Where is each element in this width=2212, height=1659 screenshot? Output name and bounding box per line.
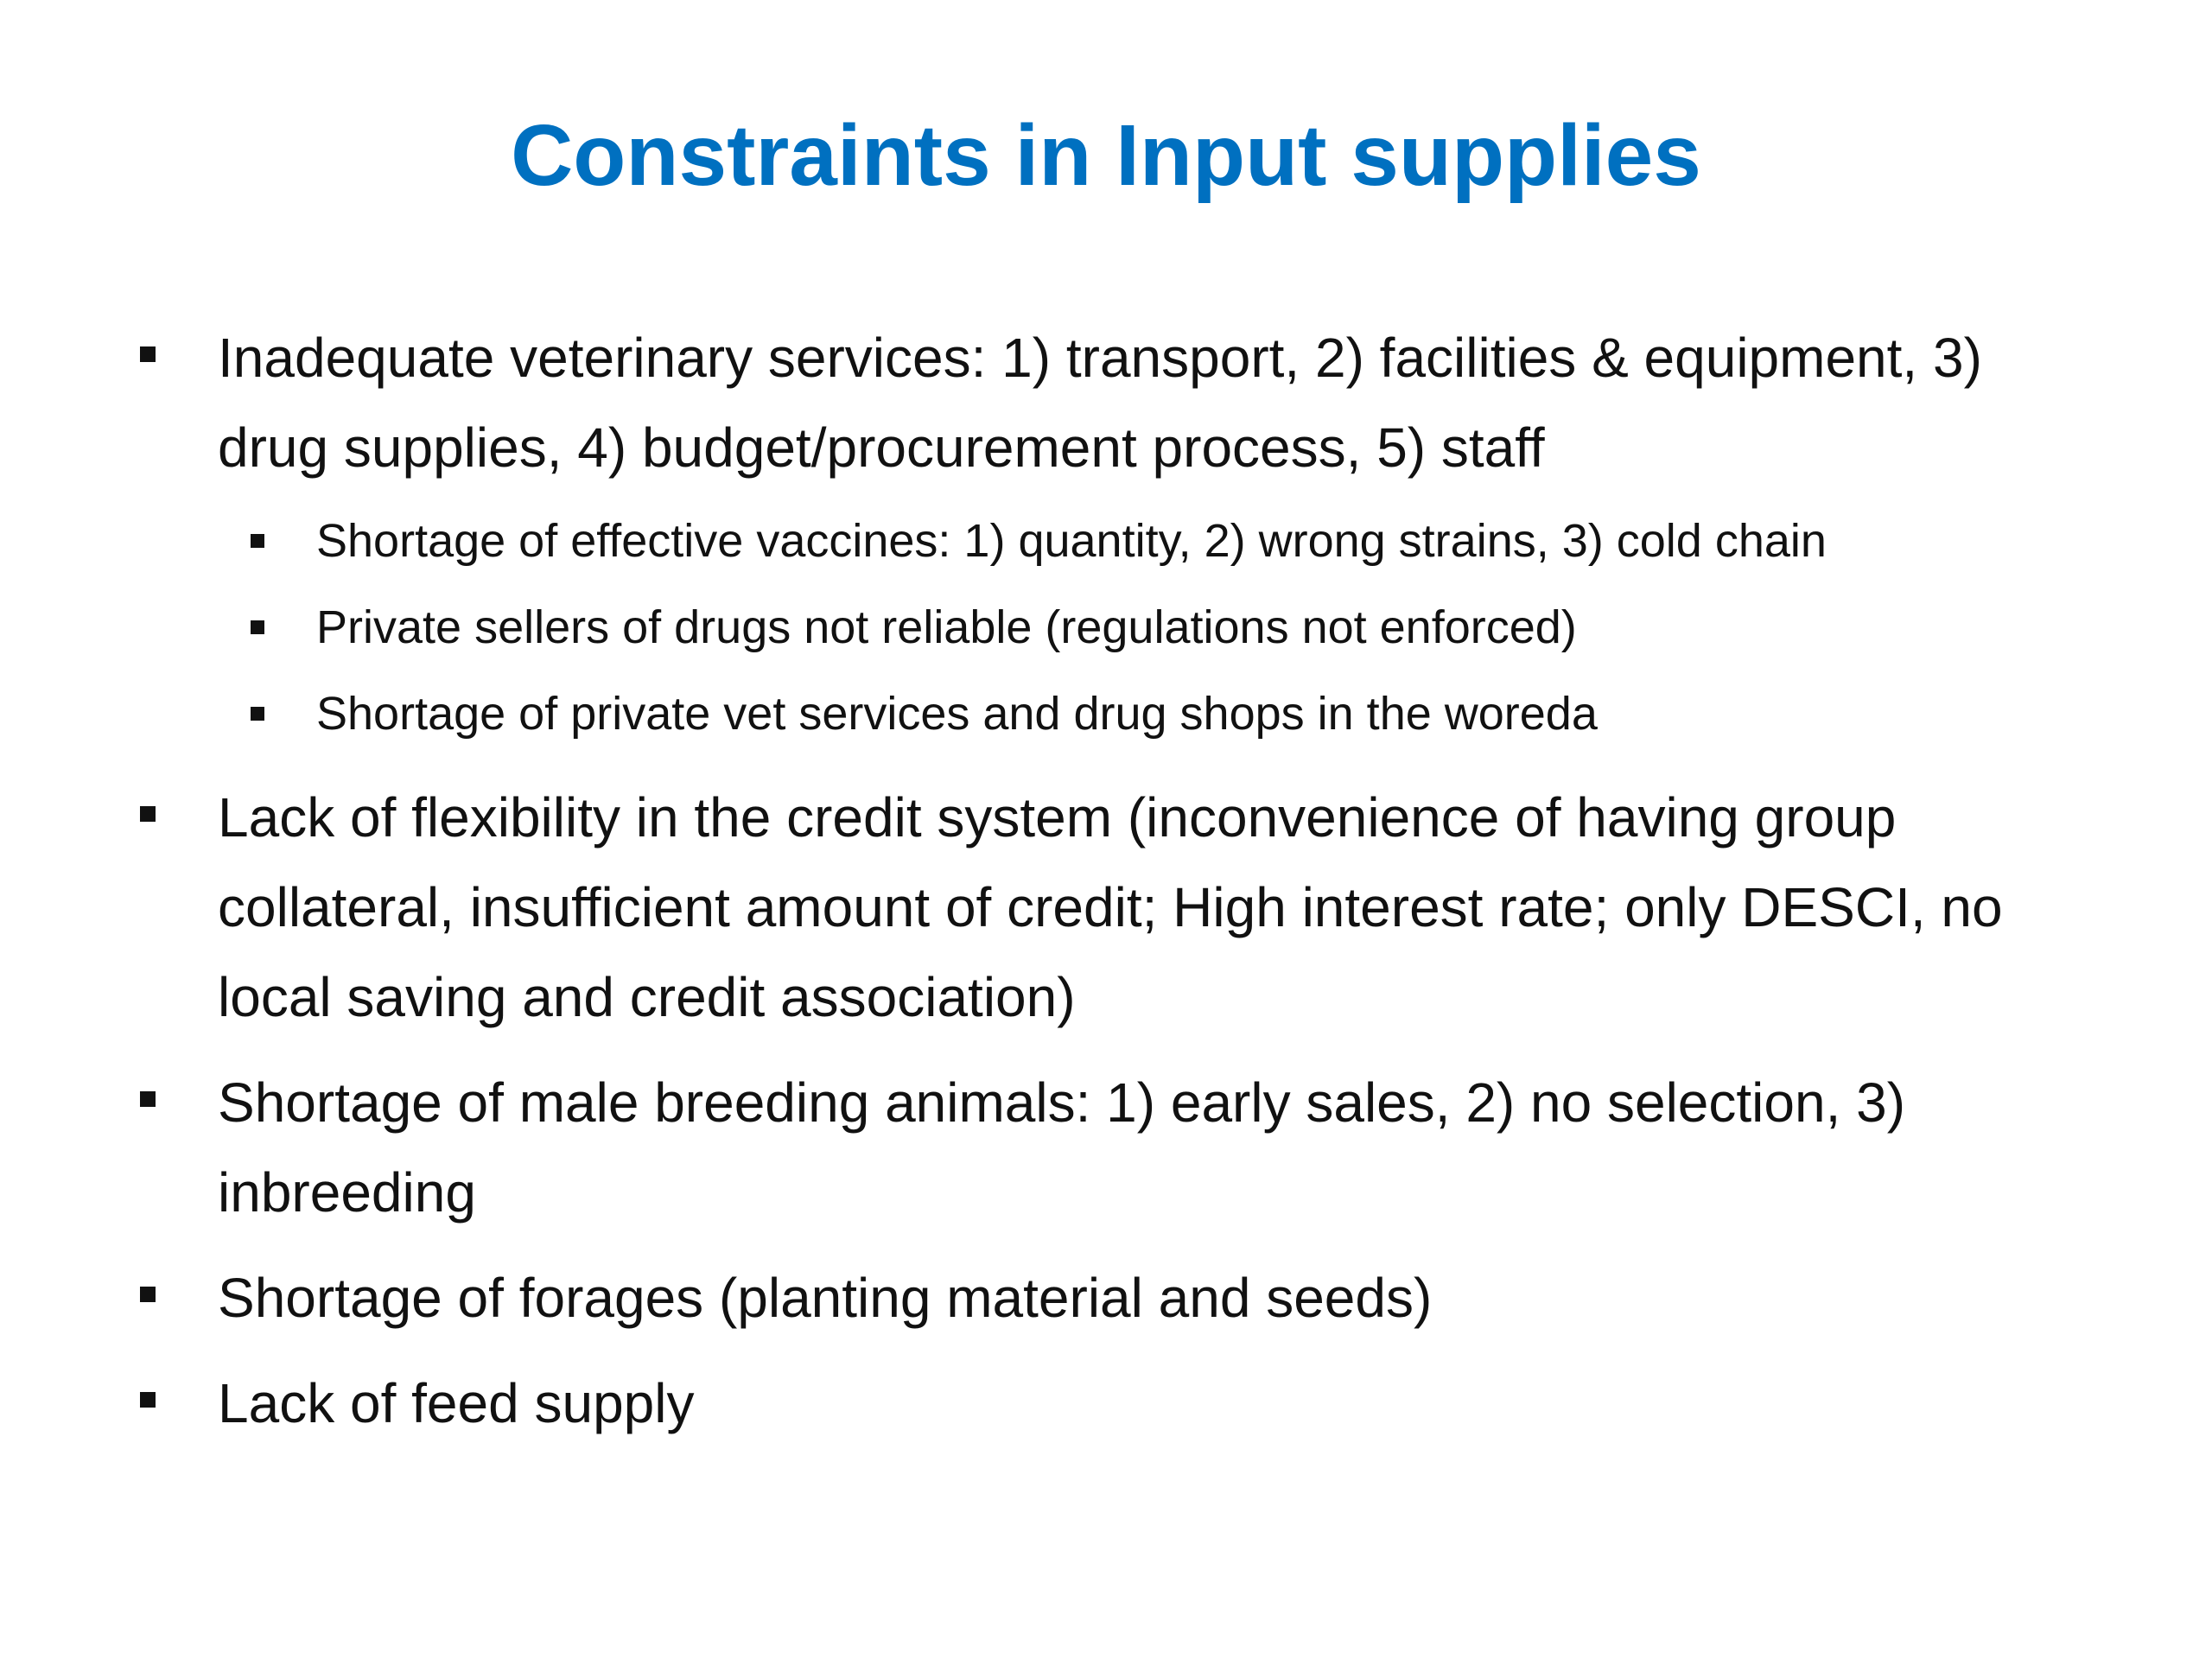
bullet-item <box>138 1058 2082 1237</box>
slide-title: Constraints in Input supplies <box>511 107 1701 204</box>
bullet-item <box>138 313 2082 757</box>
sub-bullet-item <box>138 584 2082 671</box>
sub-bullet-item <box>138 671 2082 757</box>
square-bullet-icon <box>140 806 156 822</box>
sub-bullet-list <box>218 498 2082 757</box>
square-bullet-icon <box>251 620 264 634</box>
bullet-item <box>138 772 2082 1042</box>
square-bullet-icon <box>140 1287 156 1302</box>
bullet-item <box>138 1358 2082 1448</box>
sub-bullet-text: Private sellers of drugs not reliable (regulations not enforced) <box>316 601 1577 653</box>
bullet-text: Shortage of male breeding animals: 1) early sales, 2) no selection, 3) inbreeding <box>218 1071 1906 1224</box>
bullet-text: Shortage of forages (planting material and seeds) <box>218 1267 1433 1329</box>
sub-bullet-text: Shortage of private vet services and drug shops in the woreda <box>316 688 1598 740</box>
bullet-text: Lack of feed supply <box>218 1372 695 1434</box>
bullet-text: Lack of flexibility in the credit system (inconvenience of having group collateral, insufficient amount of credit; High interest rate; only DESCI, no local saving and credit association) <box>218 786 2003 1028</box>
sub-bullet-text: Shortage of effective vaccines: 1) quantity, 2) wrong strains, 3) cold chain <box>316 515 1827 567</box>
bullet-list <box>138 313 2082 1464</box>
square-bullet-icon <box>140 1392 156 1408</box>
sub-bullet-item <box>138 498 2082 584</box>
bullet-item <box>138 1253 2082 1343</box>
bullet-text: Inadequate veterinary services: 1) transport, 2) facilities & equipment, 3) drug supplies, 4) budget/procurement process, 5) staff <box>218 327 1982 479</box>
square-bullet-icon <box>140 1091 156 1107</box>
square-bullet-icon <box>251 707 264 721</box>
square-bullet-icon <box>140 346 156 362</box>
square-bullet-icon <box>251 534 264 548</box>
